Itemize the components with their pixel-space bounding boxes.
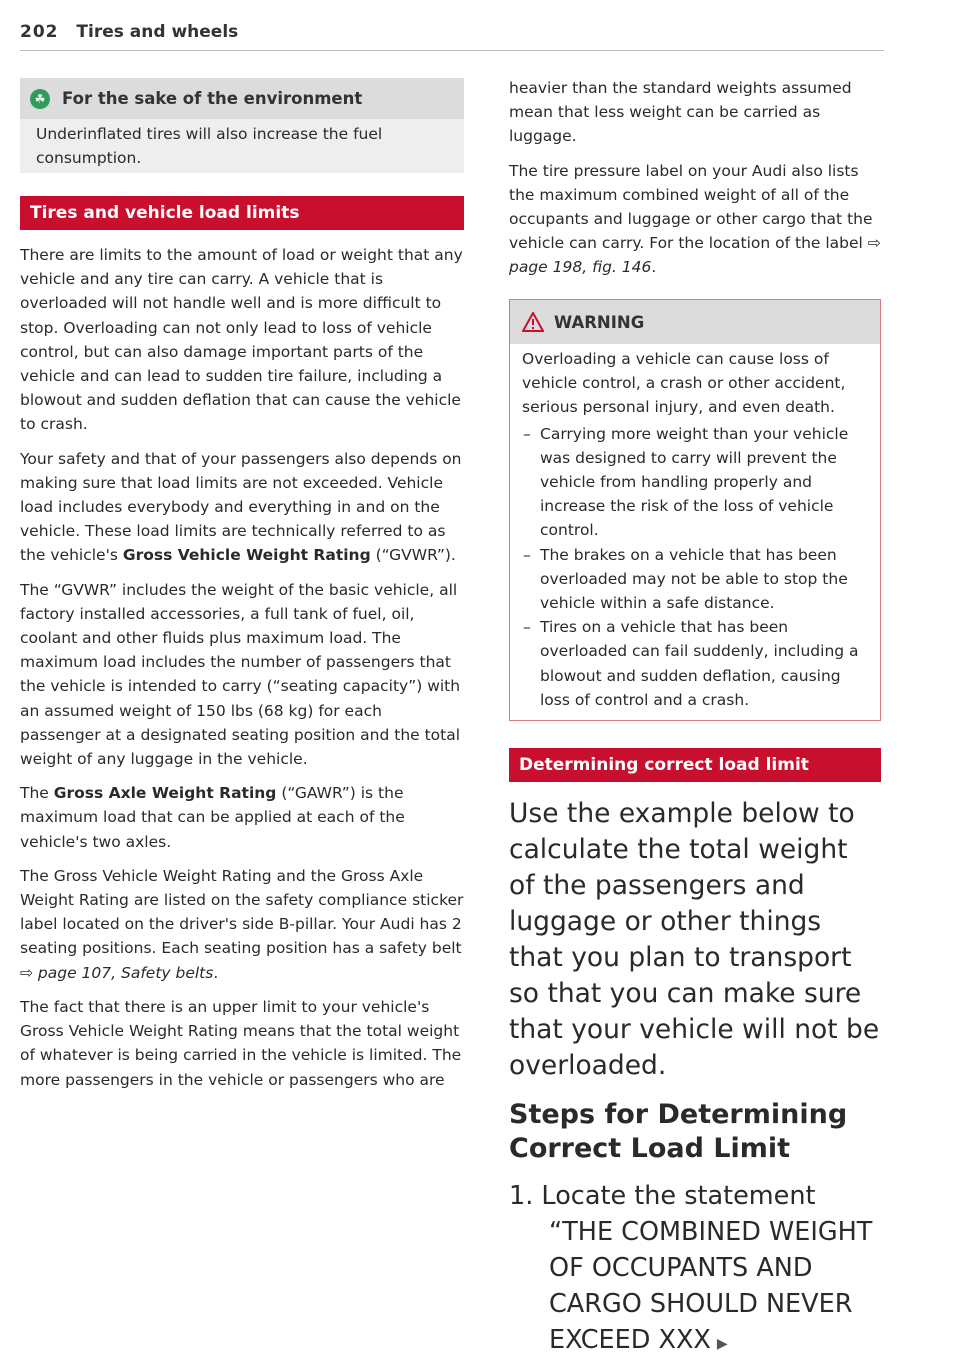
leaf-icon: ☘ (30, 89, 50, 109)
paragraph: Your safety and that of your passengers also depends on making sure that load limits are not exceeded. Vehicle load includes everybody and everything in and on the vehicle. These load limits are technically referred to as the vehicle's Gross Vehicle Weight Rating (“GVWR”). (20, 449, 462, 565)
page-number: 202 (20, 22, 59, 42)
environment-note-text: Underinflated tires will also increase the fuel consumption. (36, 125, 383, 168)
section-heading-correct-load-limit: Determining correct load limit (509, 748, 881, 782)
environment-note-title: For the sake of the environment (62, 89, 363, 108)
section-heading-load-limits: Tires and vehicle load limits (20, 196, 464, 230)
steps-heading: Steps for Determining Correct Load Limit (509, 1099, 848, 1164)
link-safety-belts[interactable]: ⇨ page 107, Safety belts (20, 963, 214, 982)
warning-item: – Tires on a vehicle that has been overloaded can fail suddenly, including a blowout and sudden deflation, causing loss of control and a crash. (522, 615, 868, 712)
paragraph: The tire pressure label on your Audi also lists the maximum combined weight of all of the occupants and luggage or other cargo that the vehicle can carry. For the location of the label ⇨ page 198, fig. 146. (509, 161, 881, 277)
continue-arrow-icon: ▶ (716, 1336, 728, 1352)
page-header (20, 22, 884, 51)
environment-note (20, 78, 464, 173)
paragraph: The fact that there is an upper limit to your vehicle's Gross Vehicle Weight Rating means that the total weight of whatever is being carried in the vehicle is limited. The more passengers in the vehicle or passengers who are (20, 997, 462, 1089)
chapter-title: Tires and wheels (76, 22, 239, 42)
load-limit-intro: Use the example below to calculate the total weight of the passengers and luggage or other things that you plan to transport so that you can make sure that your vehicle will not be overloaded. (509, 798, 880, 1081)
warning-item: – Carrying more weight than your vehicle was designed to carry will prevent the vehicle from handling properly and increase the risk of the loss of vehicle control. (522, 422, 868, 543)
term-gawr: Gross Axle Weight Rating (53, 784, 277, 803)
step-1: 1. Locate the statement “THE COMBINED WEIGHT OF OCCUPANTS AND CARGO SHOULD NEVER EXCEED XXX ▶ (509, 1181, 873, 1355)
term-gvwr: Gross Vehicle Weight Rating (122, 546, 371, 565)
left-column (20, 196, 464, 1102)
paragraph: heavier than the standard weights assumed mean that less weight can be carried as luggage. (509, 79, 852, 146)
warning-triangle-icon (522, 312, 544, 332)
warning-box (509, 299, 881, 721)
warning-intro: Overloading a vehicle can cause loss of vehicle control, a crash or other accident, serious personal injury, and even death. (522, 350, 846, 417)
paragraph: The Gross Vehicle Weight Rating and the Gross Axle Weight Rating are listed on the safety compliance sticker label located on the driver's side B-pillar. Your Audi has 2 seating positions. Each seating position has a safety belt ⇨ page 107, Safety belts. (20, 866, 464, 982)
warning-title: WARNING (554, 312, 645, 332)
paragraph: The “GVWR” includes the weight of the basic vehicle, all factory installed accessories, a full tank of fuel, oil, coolant and other fluids plus maximum load. The maximum load includes the number of passengers that the vehicle is intended to carry (“seating capacity”) with an assumed weight of 150 lbs (68 kg) for each passenger at a designated seating position and the total weight of any luggage in the vehicle. (20, 580, 461, 769)
warning-item: – The brakes on a vehicle that has been overloaded may not be able to stop the vehicle within a safe distance. (522, 543, 868, 616)
paragraph: There are limits to the amount of load or weight that any vehicle and any tire can carry. A vehicle that is overloaded will not handle well and is more difficult to stop. Overloading can not only lead to loss of vehicle control, but can also damage important parts of the vehicle and can lead to sudden tire failure, including a blowout and sudden deflation that can cause the vehicle to crash. (20, 246, 463, 434)
load-limit-section (509, 748, 881, 1362)
right-column (509, 76, 881, 290)
paragraph: The Gross Axle Weight Rating (“GAWR”) is the maximum load that can be applied at each of the vehicle's two axles. (20, 784, 405, 851)
link-tire-label-figure[interactable]: ⇨ page 198, fig. 146 (509, 234, 881, 277)
warning-list (522, 422, 868, 712)
